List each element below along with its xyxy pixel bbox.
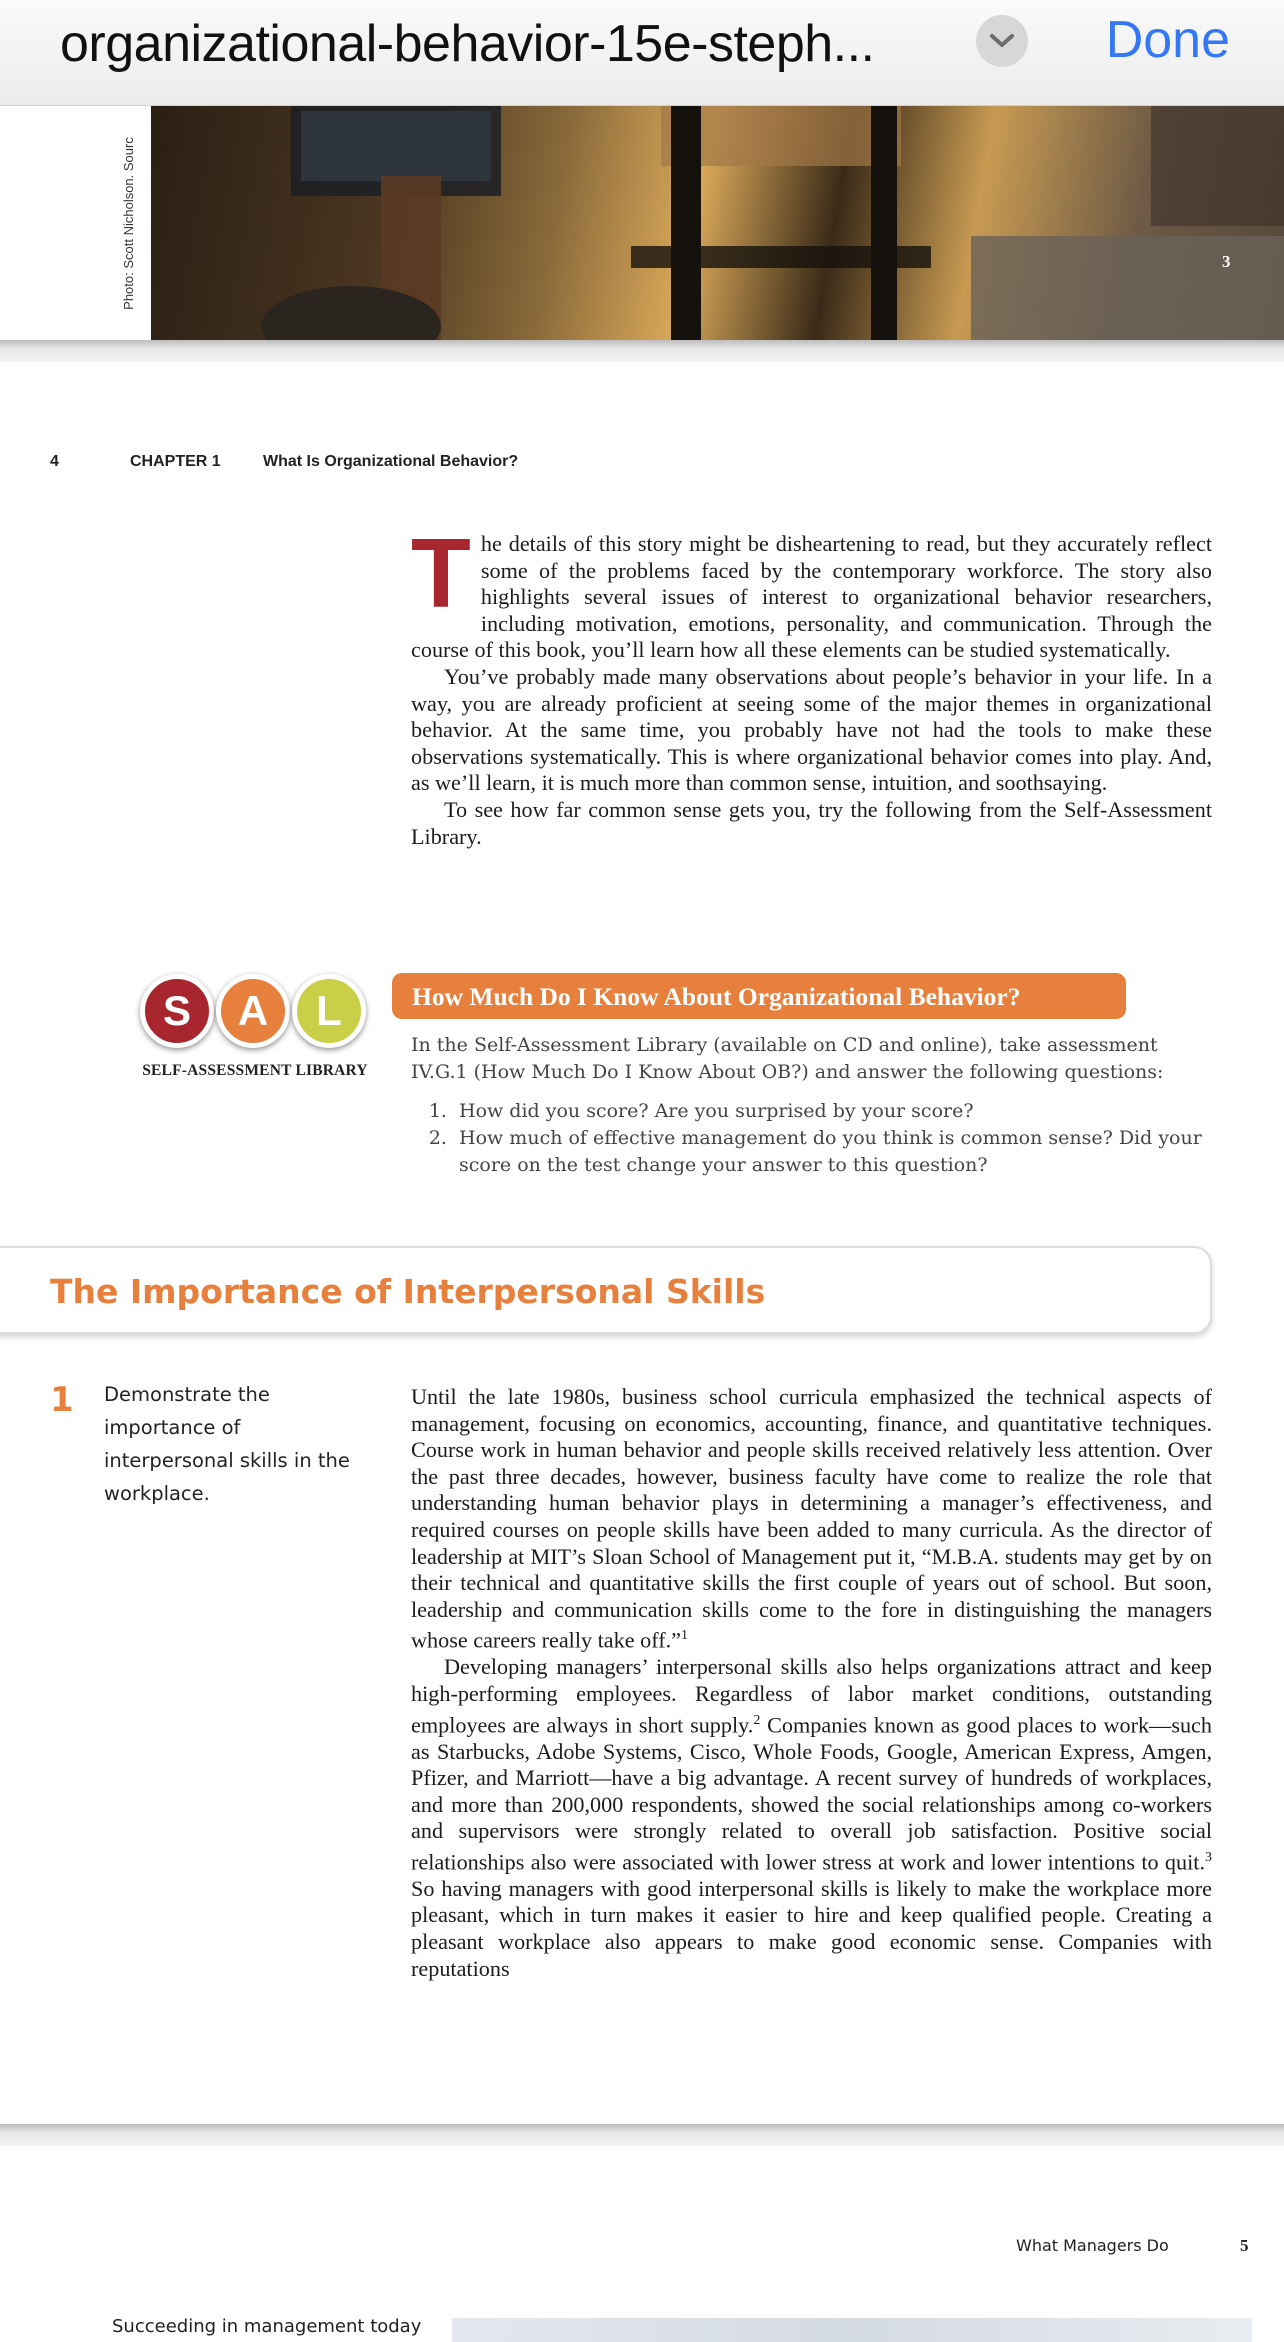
sal-instructions [411, 1032, 1211, 1179]
self-assessment-library-logo [140, 974, 370, 1084]
page-number: 3 [1222, 252, 1231, 271]
section-heading: The Importance of Interpersonal Skills [0, 1246, 1212, 1334]
sal-caption: SELF-ASSESSMENT LIBRARY [142, 1062, 368, 1079]
page-divider [0, 2124, 1284, 2146]
chapter-opening-photo [151, 106, 1284, 340]
photo-credit: Photo: Scott Nicholson. Sourc [120, 136, 136, 310]
sal-question-list [411, 1098, 1211, 1179]
page-number: 5 [1240, 2236, 1249, 2255]
sidebar-title: Succeeding in management today [112, 2316, 422, 2337]
intro-paragraph-1: The details of this story might be disheartening to read, but they accurately reflect some of the problems faced by the contemporary workforce. The story also highlights several issues of interest to organizational behavior researchers, including motivation, emotions, personality, and communication. Through the course of this book, you’ll learn how all these elements can be studied systematically. [411, 518, 1212, 663]
sal-banner-title: How Much Do I Know About Organizational Behavior? [392, 973, 1126, 1019]
chevron-down-icon [989, 33, 1015, 49]
sal-question: 1. How did you score? Are you surprised by your score? [453, 1098, 1211, 1125]
drop-cap: T [411, 518, 471, 628]
document-title[interactable]: organizational-behavior-15e-steph... [60, 15, 875, 73]
sal-question: 2. How much of effective management do you think is common sense? Did your score on the test change your answer to this question? [453, 1125, 1211, 1179]
footnote-ref[interactable]: 2 [753, 1712, 761, 1728]
page-number: 4 [50, 453, 59, 470]
footnote-ref[interactable]: 1 [681, 1628, 689, 1644]
body-paragraph-2: Developing managers’ interpersonal skills also helps organizations attract and keep high-performing employees. Regardless of labor market conditions, outstanding employees are always in short supply.$^2$ Companies known as good places to work—such as Starbucks, Adobe Systems, Cisco, Whole Foods, Google, American Express, Amgen, Pfizer, and Marriott—have a big advantage. A recent survey of hundreds of workplaces, and more than 200,000 respondents, showed the social relationships among co-workers and supervisors were strongly related to overall job satisfaction. Positive social relationships also were associated with lower stress at work and lower intentions to quit.$^3$ So having managers with good interpersonal skills is likely to make the workplace more pleasant, which in turn makes it easier to hire and keep qualified people. Creating a pleasant workplace also appears to make good economic sense. Companies with reputations [411, 1654, 1212, 1981]
sal-letter-l: L [292, 974, 366, 1048]
intro-paragraph-3: To see how far common sense gets you, try the following from the Self-Assessment Library. [411, 796, 1212, 849]
section-body-text [411, 1384, 1212, 1982]
title-menu-button[interactable] [976, 15, 1028, 67]
intro-paragraph-2: You’ve probably made many observations about people’s behavior in your life. In a way, you are already proficient at seeing some of the major themes in organizational behavior. At the same time, you probably have not had the tools to make these observations systematically. This is where organizational behavior comes into play. And, as we’ll learn, it is much more than common sense, intuition, and soothsaying. [411, 663, 1212, 796]
page-image [452, 2318, 1252, 2342]
sal-letter-a: A [216, 974, 290, 1048]
running-head: What Managers Do [1016, 2236, 1169, 2255]
page-3 [0, 106, 1284, 340]
intro-text [411, 518, 1212, 850]
page-divider [0, 340, 1284, 362]
learning-objective-number: 1 [50, 1380, 74, 1420]
done-button[interactable]: Done [1105, 11, 1230, 69]
body-paragraph-1: Until the late 1980s, business school curricula emphasized the technical aspects of management, focusing on economics, accounting, finance, and quantitative techniques. Course work in human behavior and people skills received relatively less attention. Over the past three decades, however, business faculty have come to realize the role that understanding human behavior plays in determining a manager’s effectiveness, and required courses on people skills have been added to many curricula. As the director of leadership at MIT’s Sloan School of Management put it, “M.B.A. students may get by on their technical and quantitative skills the first couple of years out of school. But soon, leadership and communication skills come to the fore in distinguishing the managers whose careers really take off.”$^1$ [411, 1384, 1212, 1653]
photo-illustration [151, 106, 1284, 340]
viewer-toolbar [0, 0, 1284, 106]
learning-objective-text: Demonstrate the importance of interpersonal skills in the workplace. [104, 1383, 350, 1505]
sal-letter-s: S [140, 974, 214, 1048]
chapter-title: What Is Organizational Behavior? [263, 453, 519, 470]
sal-instructions-text: In the Self-Assessment Library (available on CD and online), take assessment IV.G.1 (How Much Do I Know About OB?) and answer the following questions: [411, 1034, 1164, 1083]
footnote-ref[interactable]: 3 [1205, 1849, 1212, 1865]
chapter-label: CHAPTER 1 [130, 453, 221, 470]
